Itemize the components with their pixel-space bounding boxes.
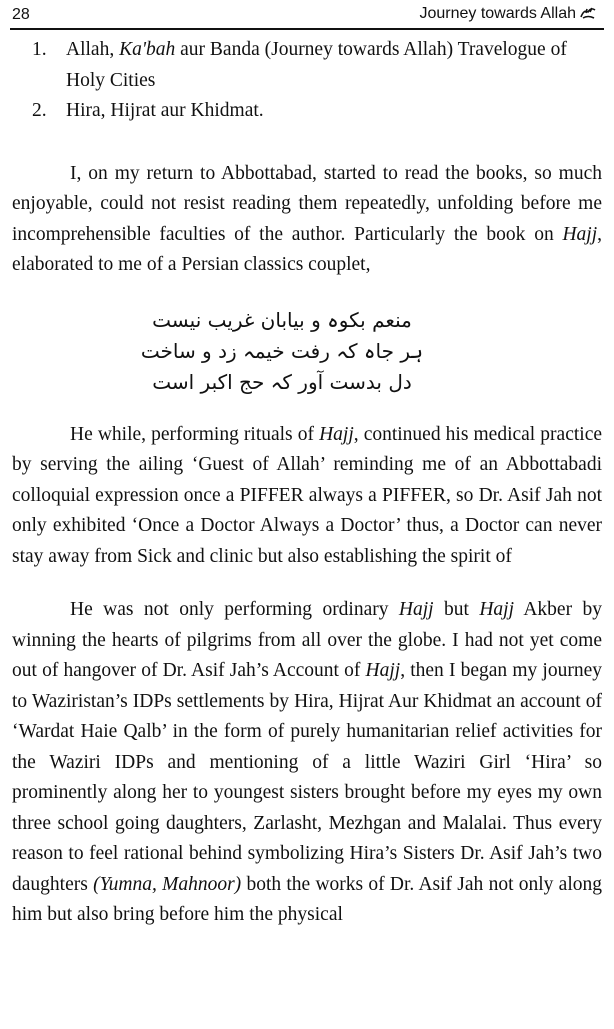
italic-term: Hajj [562,223,598,245]
list-number: 1. [32,39,47,60]
list-text: Allah, Ka'bah aur Banda (Journey towards Allah) Travelogue of Holy Cities [66,39,567,91]
italic-term: Hajj [479,599,515,620]
running-head [419,5,596,23]
header-rule [10,28,604,30]
page-body [12,35,602,931]
italic-names: (Yumna, Mahnoor) [93,873,242,895]
paragraph: He while, performing rituals of Hajj, continued his medical practice by serving the ailing ‘Guest of Allah’ reminding me of an Abbottabadi colloquial expression once a PIFFER always a PIFFER, so Dr. Asif Jah not only exhibited ‘Once a Doctor Always a Doctor’ thus, a Doctor can never stay away from Sick and clinic but also establishing the spirit of [12,423,603,567]
italic-term: Hajj [365,660,401,681]
running-title: Journey towards Allah [419,5,576,22]
paragraph: He was not only performing ordinary Hajj but Hajj Akber by winning the hearts of pilgrims from all over the globe. I had not yet come out of hangover of Dr. Asif Jah’s Account of Hajj, then I began my journey to Waziristan’s IDPs settlements by Hira, Hijrat Aur Khidmat an account of ‘Wardat Haie Qalb’ in the form of purely humanitarian relief activities for the Waziri IDPs and mentioning of a little Waziri Girl ‘Hira’ so prominently along her to youngest sisters brought before my eyes my own three school going daughters, Zarlasht, Mezhgan and Malalai. Thus every reason to feel rational behind symbolizing Hira’s Sisters Dr. Asif Jah’s two daughters (Yumna, Mahnoor) both the works of Dr. Asif Jah not only along him but also bring before him the physical [12,599,602,925]
calligraphic-ornament-icon [580,6,596,22]
verse-line: ہر جاہ کہ رفت خیمہ زد و ساخت [140,338,424,363]
list-number: 2. [32,100,47,121]
italic-term: Hajj [398,599,434,620]
italic-term: Hajj [319,423,354,445]
italic-term: Ka'bah [119,39,176,60]
page-number: 28 [12,6,30,23]
list-item [32,96,602,127]
paragraph: I, on my return to Abbottabad, started to read the books, so much enjoyable, could not resist reading them repeatedly, unfolding before me incomprehensible faculties of the author. Particularly the book on Hajj, elaborated to me of a Persian classics couplet, [12,162,602,275]
verse-line: دل بدست آور کہ حج اکبر است [152,369,412,394]
book-list [12,35,602,127]
list-item [32,35,602,96]
persian-couplet [12,305,602,398]
list-text: Hira, Hijrat aur Khidmat. [66,100,264,121]
verse-line: منعم بکوہ و بیابان غریب نیست [152,307,412,332]
